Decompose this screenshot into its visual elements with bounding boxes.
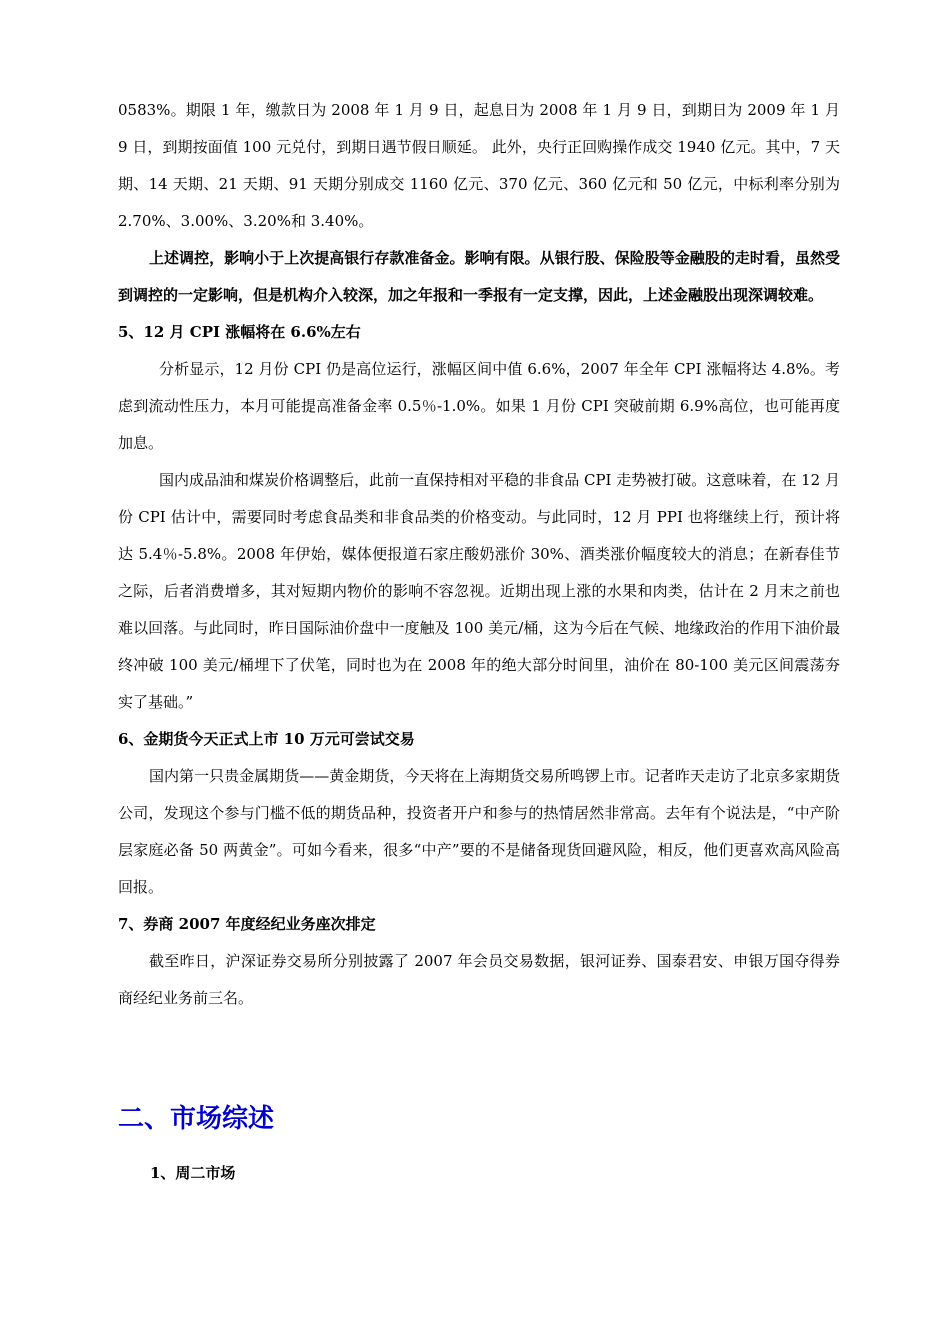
paragraph-regulation-impact: 上述调控，影响小于上次提高银行存款准备金。影响有限。从银行股、保险股等金融股的走时看，虽然受到调控的一定影响，但是机构介入较深，加之年报和一季报有一定支撑，因此，上述金融股出现深调较难。 [118,249,840,304]
heading-gold-futures: 6、金期货今天正式上市 10 万元可尝试交易 [118,730,415,748]
section-title-market-overview: 二、市场综述 [118,1104,275,1134]
heading-broker-ranking: 7、券商 2007 年度经纪业务座次排定 [118,915,376,933]
document-body [118,92,840,1017]
heading-cpi: 5、12 月 CPI 涨幅将在 6.6%左右 [118,323,361,341]
paragraph-cpi-analysis: 分析显示，12 月份 CPI 仍是高位运行，涨幅区间中值 6.6%，2007 年全年 CPI 涨幅将达 4.8%。考虑到流动性压力，本月可能提高准备金率 0.5％-1.0%。如果 1 月份 CPI 突破前期 6.9%高位，也可能再度加息。 [118,360,840,452]
subsection-title-tuesday-market: 1、周二市场 [150,1164,236,1182]
paragraph-gold-futures: 国内第一只贵金属期货——黄金期货，今天将在上海期货交易所鸣锣上市。记者昨天走访了北京多家期货公司，发现这个参与门槛不低的期货品种，投资者开户和参与的热情居然非常高。去年有个说法是，“中产阶层家庭必备 50 两黄金”。可如今看来，很多“中产”要的不是储备现货回避风险，相反，他们更喜欢高风险高回报。 [118,767,840,896]
paragraph-price-changes: 国内成品油和煤炭价格调整后，此前一直保持相对平稳的非食品 CPI 走势被打破。这意味着，在 12 月份 CPI 估计中，需要同时考虑食品类和非食品类的价格变动。与此同时，12 月 PPI 也将继续上行，预计将达 5.4％-5.8%。2008 年伊始，媒体便报道石家庄酸奶涨价 30%、酒类涨价幅度较大的消息；在新春佳节之际，后者消费增多，其对短期内物价的影响不容忽视。近期出现上涨的水果和肉类，估计在 2 月末之前也难以回落。与此同时，昨日国际油价盘中一度触及 100 美元/桶，这为今后在气候、地缘政治的作用下油价最终冲破 100 美元/桶埋下了伏笔，同时也为在 2008 年的绝大部分时间里，油价在 80-100 美元区间震荡夯实了基础。” [118,471,840,711]
paragraph-broker-ranking: 截至昨日，沪深证券交易所分别披露了 2007 年会员交易数据，银河证券、国泰君安、申银万国夺得券商经纪业务前三名。 [118,952,840,1007]
paragraph-bill-issuance: 0583%。期限 1 年，缴款日为 2008 年 1 月 9 日，起息日为 2008 年 1 月 9 日，到期日为 2009 年 1 月 9 日，到期按面值 100 元兑付，到期日遇节假日顺延。 此外，央行正回购操作成交 1940 亿元。其中，7 天期、14 天期、21 天期、91 天期分别成交 1160 亿元、370 亿元、360 亿元和 50 亿元，中标利率分别为 2.70%、3.00%、3.20%和 3.40%。 [118,101,840,230]
